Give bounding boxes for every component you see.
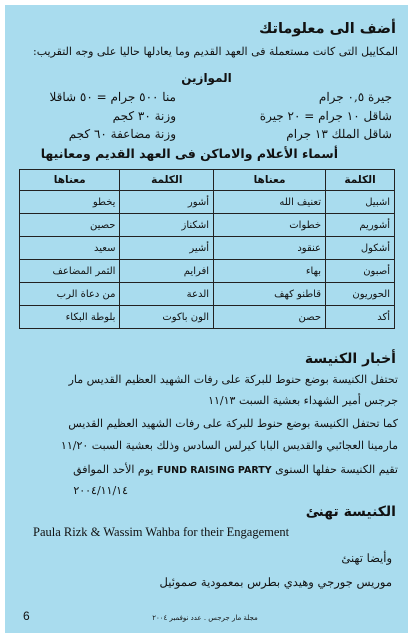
table-cell: افرايم	[120, 260, 214, 283]
engagement-text: Paula Rizk & Wassim Wahba for their Engagement	[33, 525, 290, 539]
table-cell: أشير	[120, 237, 214, 260]
names-table	[19, 169, 395, 329]
header-meaning-1: معناها	[214, 170, 326, 191]
news-p2-line2: مارمينا العجائبي والقديس البابا كيرلس السادس وذلك بعشية السبت ١١/٢٠	[60, 439, 398, 452]
weight-item-talent: وزنة ٣٠ كجم	[112, 109, 176, 123]
table-cell: سعيد	[20, 237, 120, 260]
table-cell: اشبيل	[326, 191, 395, 214]
table-cell: اشكناز	[120, 214, 214, 237]
news-p1-line1: تحتفل الكنيسة بوضع حنوط للبركة على رفات الشهيد العظيم القديس مار	[68, 373, 398, 386]
table-cell: عنقود	[214, 237, 326, 260]
weight-item-shekel: شاقل ١٠ جرام = ٢٠ جيرة	[259, 109, 392, 123]
news-p1-line2: جرجس أمير الشهداء بعشية السبت ١١/١٣	[208, 394, 398, 407]
table-cell: الون باكوت	[120, 306, 214, 329]
news-p2-line1: كما تحتفل الكنيسة بوضع حنوط للبركة على رفات الشهيد العظيم القديس	[68, 417, 398, 430]
header-meaning-2: معناها	[20, 170, 120, 191]
table-row	[20, 191, 395, 214]
measures-intro: المكاييل التى كانت مستعملة فى العهد القديم وما يعادلها حاليا على وجه التقريب:	[33, 45, 398, 58]
also-congrats: وأيضا تهنئ	[341, 551, 392, 565]
table-cell: قاطنو كهف	[214, 283, 326, 306]
header-word-2: الكلمة	[120, 170, 214, 191]
table-cell: الثمر المضاعف	[20, 260, 120, 283]
page-title: أضف الى معلوماتك	[259, 21, 396, 37]
weight-item-double-talent: وزنة مضاعفة ٦٠ كجم	[68, 127, 176, 141]
news-p3-after: يوم الأحد الموافق	[73, 463, 154, 476]
news-p3	[73, 463, 398, 476]
header-word-1: الكلمة	[326, 170, 395, 191]
table-cell: يخطو	[20, 191, 120, 214]
table-cell: الدعة	[120, 283, 214, 306]
church-news-heading: أخبار الكنيسة	[304, 351, 396, 367]
table-row	[20, 306, 395, 329]
baptism-text: موريس جورجي وهيدي بطرس بمعمودية صموئيل	[159, 575, 392, 589]
news-p3-before: تقيم الكنيسة حفلها السنوى	[275, 463, 398, 476]
table-cell: أشكول	[326, 237, 395, 260]
table-row	[20, 260, 395, 283]
table-row	[20, 214, 395, 237]
weight-item-mina: منا ٥٠٠ جرام = ٥٠ شاقلا	[49, 90, 176, 104]
table-cell: حصن	[214, 306, 326, 329]
table-row	[20, 237, 395, 260]
table-row	[20, 283, 395, 306]
congrats-heading: الكنيسة تهنئ	[305, 504, 396, 520]
weights-heading: الموازين	[181, 71, 232, 85]
table-cell: أكد	[326, 306, 395, 329]
table-cell: خطوات	[214, 214, 326, 237]
table-cell: تعنيف الله	[214, 191, 326, 214]
magazine-footer: مجلة مار جرجس . عدد نوفمبر ٢٠٠٤	[152, 614, 258, 622]
news-p3-date: ٢٠٠٤/١١/١٤	[73, 484, 128, 497]
page-number: 6	[23, 609, 30, 623]
table-cell: أشوريم	[326, 214, 395, 237]
weight-item-gerah: جيرة ٠,٥ جرام	[318, 90, 392, 104]
table-header-row	[20, 170, 395, 191]
table-cell: أصبون	[326, 260, 395, 283]
table-cell: من دعاة الرب	[20, 283, 120, 306]
table-cell: حصين	[20, 214, 120, 237]
fund-raising-label: FUND RAISING PARTY	[156, 465, 272, 476]
table-cell: أشور	[120, 191, 214, 214]
weight-item-king-shekel: شاقل الملك ١٣ جرام	[286, 127, 392, 141]
table-cell: بهاء	[214, 260, 326, 283]
table-cell: الحوريون	[326, 283, 395, 306]
table-cell: بلوطة البكاء	[20, 306, 120, 329]
magazine-page	[5, 5, 408, 633]
names-table-heading: أسماء الأعلام والاماكن فى العهد القديم ومعانيها	[40, 146, 338, 161]
